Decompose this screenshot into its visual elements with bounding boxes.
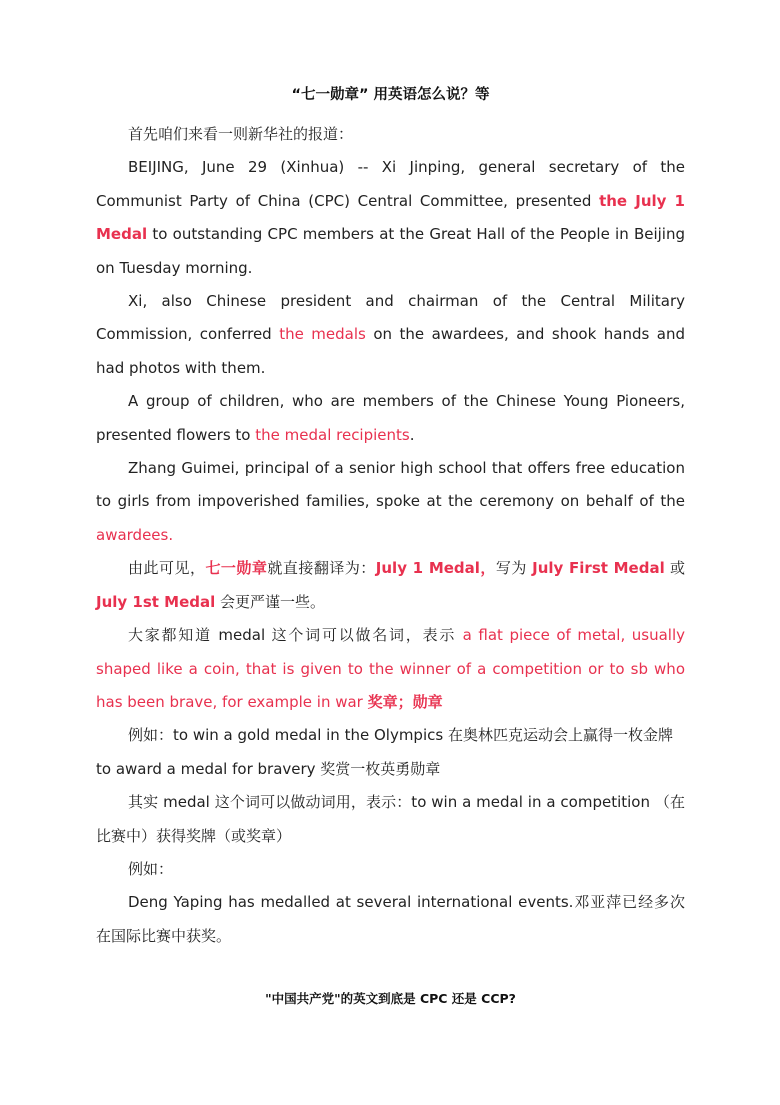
intro-paragraph: 首先咱们来看一则新华社的报道：	[128, 125, 354, 143]
text-segment: 大家都知道 medal 这个词可以做名词，表示	[128, 626, 463, 645]
news-paragraph-2	[96, 285, 685, 385]
text-segment: 由此可见，	[128, 559, 206, 578]
highlight-jiangzhang: 奖章；勋章	[367, 692, 443, 711]
text-segment: 就直接翻译为：	[267, 559, 376, 578]
text-segment: Zhang Guimei, principal of a senior high school that offers free education to girls from impoverished families, spoke at the ceremony on behalf of the	[96, 459, 685, 511]
news-paragraph-1	[96, 151, 685, 285]
text-segment: to outstanding CPC members at the Great Hall of the People in Beijing on Tuesday morning.	[96, 225, 685, 277]
highlight-medal-recipients: the medal recipients	[255, 425, 410, 444]
text-segment: Xi, also Chinese president and chairman of the Central Military Commission, conferred	[96, 292, 685, 344]
text-segment: A group of children, who are members of the Chinese Young Pioneers, presented flowers to	[96, 392, 685, 444]
text-segment: 或	[664, 559, 685, 578]
text-segment: BEIJING, June 29 (Xinhua) -- Xi Jinping, general secretary of the Communist Party of China (CPC) Central Committee, presented	[96, 158, 685, 210]
text-segment: 会更严谨一些。	[215, 592, 326, 611]
highlight-awardees: awardees.	[96, 525, 174, 544]
highlight-july-1-medal: the July 1 Medal	[96, 191, 685, 244]
example-paragraph-2: Deng Yaping has medalled at several international events.邓亚萍已经多次在国际比赛中获奖。	[96, 893, 685, 945]
text-segment: 写为	[495, 559, 533, 578]
text-segment: .	[409, 425, 415, 444]
highlight-july-1st-medal: July 1st Medal	[96, 592, 216, 611]
example-line: 例如：to win a gold medal in the Olympics 在奥林匹克运动会上赢得一枚金牌	[128, 726, 673, 745]
highlight-qiyi-xunzhang: 七一勋章	[205, 559, 268, 578]
news-paragraph-4	[96, 452, 685, 552]
highlight-definition: a flat piece of metal, usually shaped like a coin, that is given to the winner of a competition or to sb who has been brave, for example in war	[96, 626, 685, 711]
definition-paragraph	[96, 619, 685, 719]
document-page	[96, 84, 685, 1009]
text-segment: on the awardees, and shook hands and had photos with them.	[96, 325, 686, 377]
example-line: to award a medal for bravery 奖赏一枚英勇勋章	[96, 759, 441, 778]
example-paragraph-1	[96, 719, 685, 752]
example-label: 例如：	[128, 859, 174, 878]
article-title: “七一勋章” 用英语怎么说？等	[291, 87, 490, 103]
highlight-july-1-medal-translation: July 1 Medal，	[375, 559, 496, 578]
section-subtitle: "中国共产党"的英文到底是 CPC 还是 CCP?	[265, 991, 516, 1007]
example-paragraph-1b	[96, 753, 685, 786]
news-paragraph-3	[96, 385, 685, 452]
verb-usage-paragraph: 其实 medal 这个词可以做动词用，表示：to win a medal in a competition （在比赛中）获得奖牌（或奖章）	[96, 793, 685, 845]
highlight-the-medals: the medals	[279, 325, 366, 344]
highlight-july-first-medal: July First Medal	[532, 559, 665, 578]
translation-paragraph	[96, 552, 685, 619]
